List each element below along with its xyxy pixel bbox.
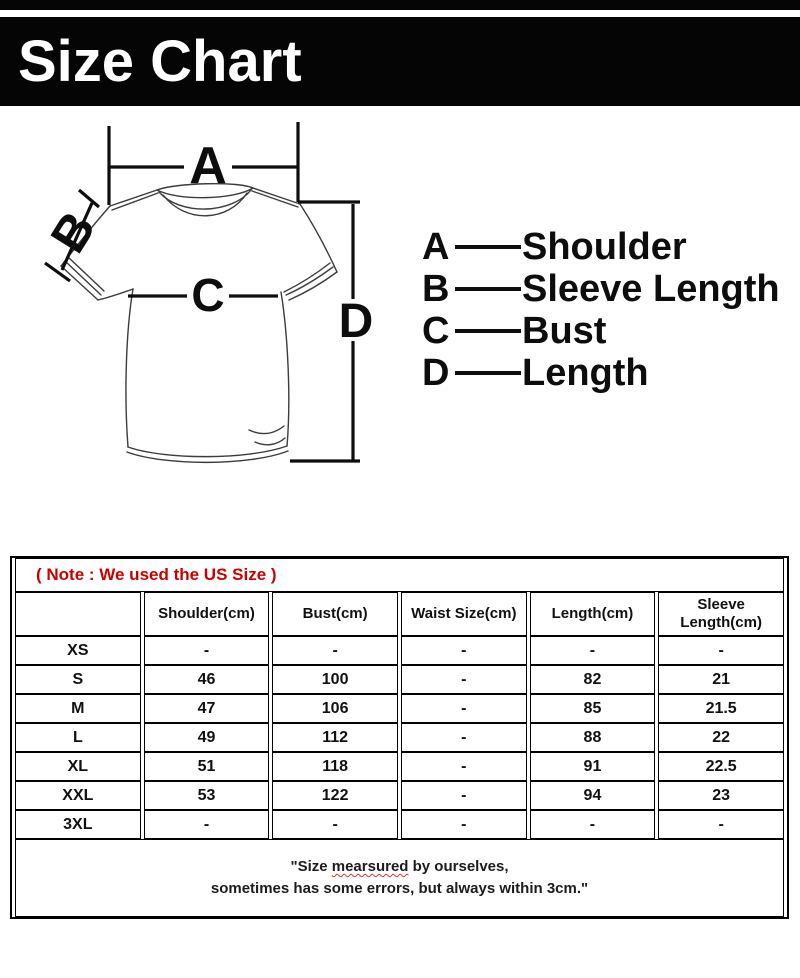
measurement-cell: - [401,810,527,839]
legend-dash-line [455,245,521,249]
measurement-cell: 46 [144,665,270,694]
measurement-cell: - [530,810,656,839]
table-row [15,723,784,752]
size-label-cell: S [15,665,141,694]
size-table-body [15,636,784,839]
size-label-cell: XL [15,752,141,781]
right-sleeve-outer [300,204,337,272]
measurement-cell: 22 [658,723,784,752]
table-row [15,810,784,839]
disclaimer-line2: sometimes has some errors, but always within 3cm." [210,880,589,897]
hem-wrinkle-2 [255,438,285,445]
right-cuff-band-2 [284,263,330,292]
disclaimer-part1: "Size [290,858,332,875]
measurement-cell: 91 [530,752,656,781]
measurement-cell: 88 [530,723,656,752]
diagram-label-c: C [191,269,225,321]
legend-item-bust [422,310,780,352]
hem-wrinkle-1 [249,426,284,433]
column-header-waist: Waist Size(cm) [401,592,527,636]
measurement-cell: - [401,723,527,752]
measurement-cell: 47 [144,694,270,723]
legend-label: Shoulder [522,226,687,268]
column-header-row [15,592,784,636]
legend-item-shoulder [422,226,780,268]
column-header-sleeve-length: Sleeve Length(cm) [658,592,784,636]
header-bar [0,0,800,106]
measurement-cell: - [401,694,527,723]
size-label-cell: L [15,723,141,752]
table-row [15,665,784,694]
us-size-note: ( Note : We used the US Size ) [15,558,784,592]
measurement-cell: 21 [658,665,784,694]
legend-letter: A [422,226,450,268]
measurement-cell: 21.5 [658,694,784,723]
legend-dash-line [455,287,521,291]
right-shoulder-seam-inner [252,191,298,207]
tshirt-outline [61,184,337,463]
measurement-cell: 94 [530,781,656,810]
legend-item-length [422,352,780,394]
measurement-cell: 82 [530,665,656,694]
size-label-cell: XXL [15,781,141,810]
measurement-cell: - [144,810,270,839]
size-table-section [10,556,789,919]
size-label-cell: XS [15,636,141,665]
right-shoulder-seam [253,188,300,204]
legend-letter: D [422,352,450,394]
tshirt-diagram [40,105,380,480]
disclaimer-part2: by ourselves, [408,858,509,875]
measurement-cell: 23 [658,781,784,810]
size-label-cell: M [15,694,141,723]
measurement-cell: 118 [272,752,398,781]
size-table [10,556,789,919]
legend-letter: B [422,268,450,310]
measurement-cell: - [401,752,527,781]
column-header-bust: Bust(cm) [272,592,398,636]
measurement-cell: - [272,636,398,665]
measurement-cell: - [401,781,527,810]
measurement-cell: - [272,810,398,839]
measurement-cell: - [144,636,270,665]
measurement-cell: - [401,636,527,665]
disclaimer-misspelled-word: mearsured [331,858,409,875]
legend-letter: C [422,310,450,352]
measurement-cell: 49 [144,723,270,752]
measurement-cell: - [658,810,784,839]
right-cuff-band-1 [286,267,333,295]
column-header-size [15,592,141,636]
diagram-label-b: B [40,201,107,263]
page-title: Size Chart [18,29,302,94]
measurement-cell: - [401,665,527,694]
right-side-seam [281,292,289,446]
size-label-cell: 3XL [15,810,141,839]
measurement-cell: - [530,636,656,665]
legend-dash-line [455,371,521,375]
measurement-disclaimer [15,839,784,917]
left-sleeve-cuff [61,266,98,300]
measurement-cell: - [658,636,784,665]
measurement-legend [422,226,780,394]
legend-label: Sleeve Length [522,268,780,310]
measurement-cell: 53 [144,781,270,810]
left-shoulder-seam-inner [112,193,158,210]
measurement-cell: 112 [272,723,398,752]
left-shoulder-seam [110,190,157,206]
legend-dash-line [455,329,521,333]
measurement-cell: 22.5 [658,752,784,781]
diagram-label-d: D [338,295,374,348]
measurement-cell: 106 [272,694,398,723]
table-row [15,694,784,723]
left-side-seam [126,289,133,447]
table-row [15,752,784,781]
note-row [15,558,784,592]
table-row [15,636,784,665]
hem-edge-outer [128,446,287,457]
measurement-cell: 51 [144,752,270,781]
measurement-cell: 85 [530,694,656,723]
left-cuff-band-1 [65,261,101,295]
measure-b-top-tick [79,190,99,207]
column-header-shoulder: Shoulder(cm) [144,592,270,636]
header-white-stripe [0,10,800,17]
measurement-cell: 100 [272,665,398,694]
table-row [15,781,784,810]
diagram-label-a: A [189,137,227,195]
measurement-cell: 122 [272,781,398,810]
footer-note-row [15,839,784,917]
measure-b-bottom-tick [45,263,70,281]
legend-label: Bust [522,310,607,352]
legend-label: Length [522,352,649,394]
legend-item-sleeve-length [422,268,780,310]
column-header-length: Length(cm) [530,592,656,636]
